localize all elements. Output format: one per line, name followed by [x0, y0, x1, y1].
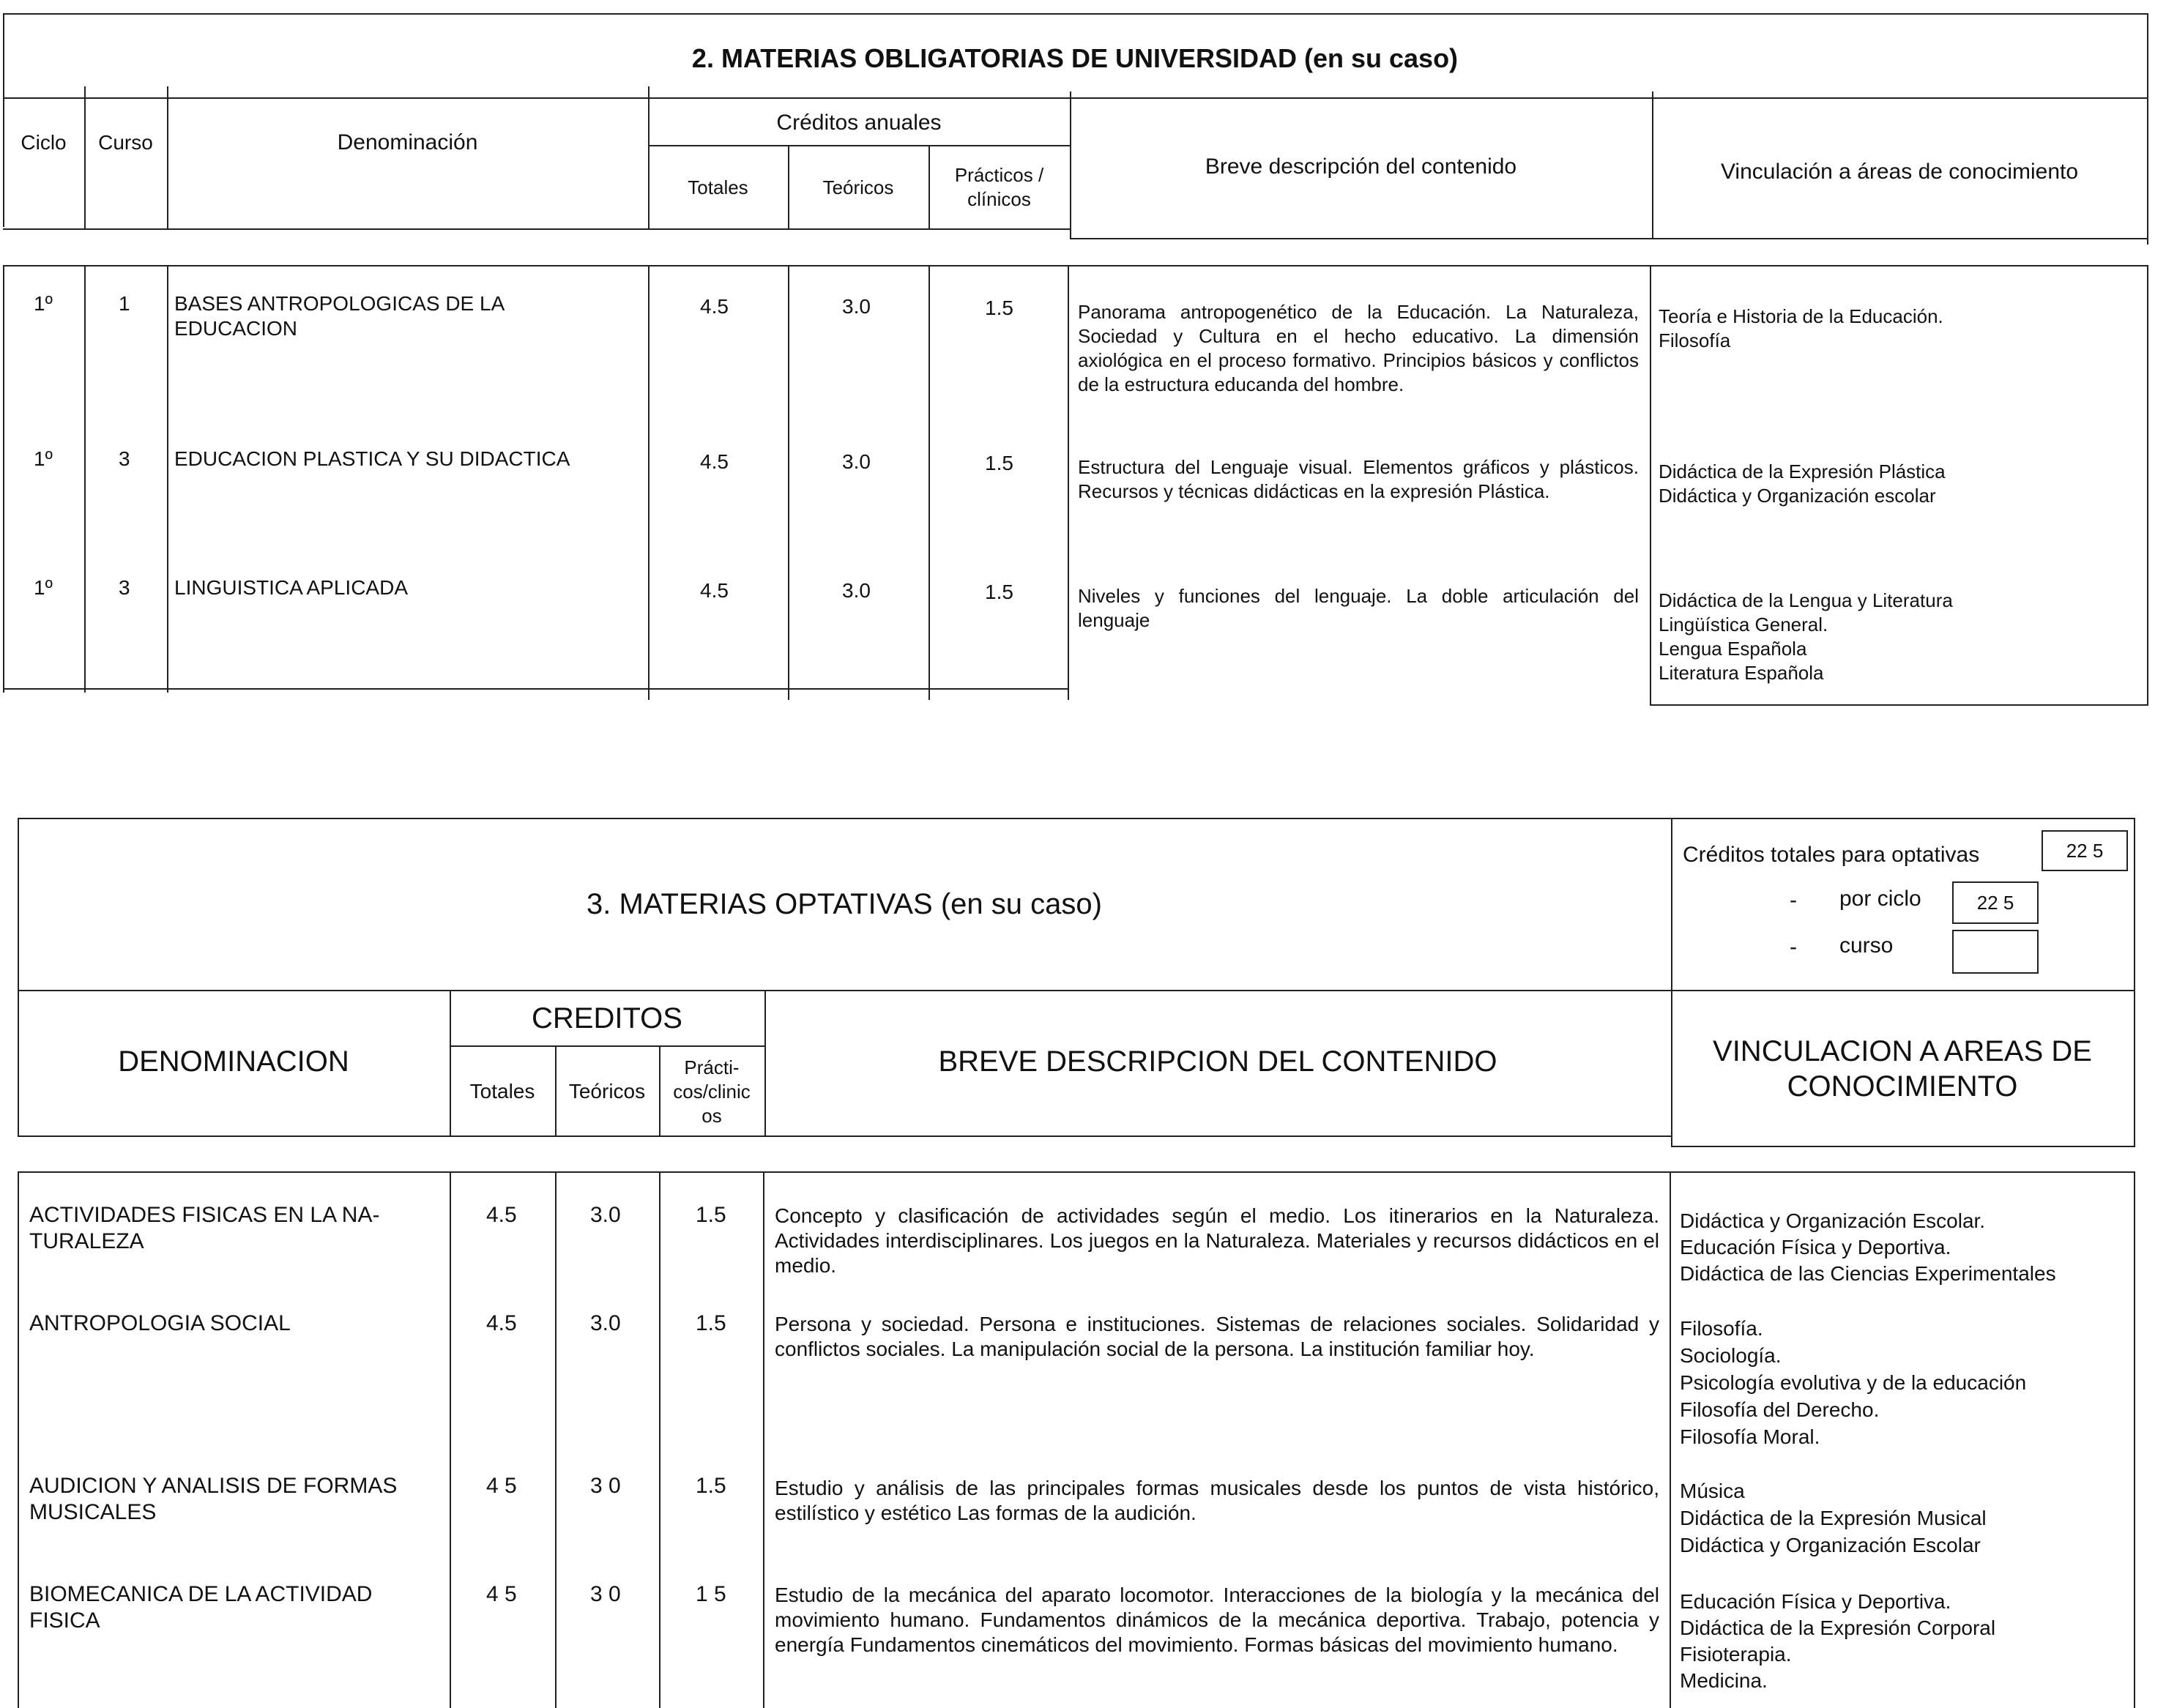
cell-practicos: 1.5 [696, 1203, 726, 1227]
totals-value-box: 22 5 [2042, 830, 2128, 871]
header-practicos: Prácticos / clínicos [954, 164, 1044, 210]
header-descripcion: Breve descripción del contenido [1205, 154, 1517, 179]
cell-denominacion: AUDICION Y ANALISIS DE FORMAS MUSICALES [29, 1474, 398, 1524]
cell-practicos: 1.5 [696, 1474, 726, 1498]
cell-teoricos: 3.0 [590, 1311, 621, 1335]
cell-denominacion: ANTROPOLOGIA SOCIAL [29, 1311, 291, 1335]
header-creditos: CREDITOS [532, 1002, 682, 1034]
cell-vinculacion: Didáctica y Organización Escolar. Educación Física y Deportiva. Didáctica de las Ciencias Experimentales [1680, 1209, 2056, 1285]
cell-practicos: 1.5 [696, 1311, 726, 1335]
cell-totales: 4 5 [486, 1582, 517, 1606]
dash: - [1790, 935, 1797, 959]
header-descripcion: BREVE DESCRIPCION DEL CONTENIDO [938, 1045, 1497, 1078]
header-curso: Curso [98, 131, 153, 154]
header-creditos-anuales: Créditos anuales [776, 111, 942, 135]
cell-denominacion: BIOMECANICA DE LA ACTIVIDAD FISICA [29, 1582, 373, 1633]
totals-label: Créditos totales para optativas [1683, 843, 1980, 867]
cell-teoricos: 3.0 [842, 579, 871, 602]
header-denominacion: Denominación [337, 130, 478, 154]
cell-denominacion: EDUCACION PLASTICA Y SU DIDACTICA [174, 447, 570, 470]
cell-teoricos: 3.0 [842, 295, 871, 318]
cell-descripcion: Panorama antropogenético de la Educación. La Naturaleza, Sociedad y Cultura en el hecho educativo. La dimensión axiológica en el proceso formativo. Principios básicos y conflictos de la estructura educanda del hombre. [1078, 301, 1639, 395]
cell-denominacion: BASES ANTROPOLOGICAS DE LA EDUCACION [174, 292, 504, 340]
cell-vinculacion: Didáctica de la Expresión Plástica Didáctica y Organización escolar [1659, 460, 1946, 507]
header-ciclo: Ciclo [21, 131, 67, 154]
cell-teoricos: 3.0 [590, 1203, 621, 1227]
cell-vinculacion: Filosofía. Sociología. Psicología evolutiva y de la educación Filosofía del Derecho. Filosofía Moral. [1680, 1317, 2027, 1448]
header-teoricos: Teóricos [822, 176, 894, 198]
cell-totales: 4.5 [700, 579, 729, 602]
cell-practicos: 1 5 [696, 1582, 726, 1606]
cell-practicos: 1.5 [985, 581, 1013, 603]
cell-curso: 3 [119, 447, 130, 470]
header-teoricos: Teóricos [568, 1080, 646, 1103]
cell-descripcion: Concepto y clasificación de actividades según el medio. Los itinerarios en la Naturaleza. Actividades interdisciplinares. Los juegos en la Naturaleza. Materiales y recursos didácticos en el medio. [775, 1204, 1659, 1277]
cell-ciclo: 1º [34, 447, 53, 470]
cell-vinculacion: Didáctica de la Lengua y Literatura Lingüística General. Lengua Española Literatura Española [1659, 589, 1953, 684]
header-vinculacion: Vinculación a áreas de conocimiento [1720, 160, 2079, 184]
cell-ciclo: 1º [34, 576, 53, 599]
cell-descripcion: Estudio y análisis de las principales formas musicales desde los puntos de vista histórico, estilístico y estético Las formas de la audición. [775, 1477, 1659, 1524]
cell-vinculacion: Teoría e Historia de la Educación. Filosofía [1659, 305, 1943, 351]
cell-teoricos: 3 0 [590, 1582, 621, 1606]
cell-practicos: 1.5 [985, 452, 1013, 474]
cell-totales: 4.5 [486, 1311, 517, 1335]
cell-totales: 4 5 [486, 1474, 517, 1498]
cell-descripcion: Persona y sociedad. Persona e instituciones. Sistemas de relaciones sociales. Solidaridad y conflictos sociales. La manipulación social de la persona. La institución familiar hoy. [775, 1313, 1659, 1360]
header-totales: Totales [469, 1080, 535, 1103]
cell-denominacion: ACTIVIDADES FISICAS EN LA NA- TURALEZA [29, 1203, 380, 1253]
cell-vinculacion: Música Didáctica de la Expresión Musical Didáctica y Organización Escolar [1680, 1480, 1987, 1556]
cell-descripcion: Estudio de la mecánica del aparato locomotor. Interacciones de la biología y la mecánica del movimiento humano. Fundamentos dinámicos de la mecánica deportiva. Trabajo, potencia y energía Fundamentos cinemáticos del movimiento. Formas básicas del movimiento humano. [775, 1584, 1659, 1656]
cell-practicos: 1.5 [985, 297, 1013, 319]
cell-curso: 3 [119, 576, 130, 599]
cell-ciclo: 1º [34, 292, 53, 315]
section-3-title: 3. MATERIAS OPTATIVAS (en su caso) [587, 888, 1102, 920]
dash: - [1790, 888, 1797, 912]
header-vinculacion: VINCULACION A AREAS DE CONOCIMIENTO [1713, 1035, 2092, 1103]
header-denominacion: DENOMINACION [118, 1045, 349, 1078]
header-totales: Totales [688, 176, 748, 198]
cell-totales: 4.5 [700, 295, 729, 318]
cell-totales: 4.5 [700, 450, 729, 473]
cell-descripcion: Niveles y funciones del lenguaje. La doble articulación del lenguaje [1078, 585, 1639, 631]
cell-teoricos: 3 0 [590, 1474, 621, 1498]
cell-curso: 1 [119, 292, 130, 315]
cell-totales: 4.5 [486, 1203, 517, 1227]
cell-vinculacion: Educación Física y Deportiva. Didáctica de la Expresión Corporal Fisioterapia. Medicina. [1680, 1590, 1996, 1692]
por-ciclo-label: por ciclo [1839, 887, 1921, 911]
cell-teoricos: 3.0 [842, 450, 871, 473]
cell-denominacion: LINGUISTICA APLICADA [174, 576, 408, 599]
curso-label: curso [1839, 933, 1894, 958]
curso-value-box [1952, 930, 2039, 974]
por-ciclo-value-box: 22 5 [1952, 881, 2039, 924]
header-practicos: Prácti- cos/clinic os [673, 1056, 751, 1127]
cell-descripcion: Estructura del Lenguaje visual. Elementos gráficos y plásticos. Recursos y técnicas didácticas en la expresión Plástica. [1078, 456, 1639, 502]
section-2-title: 2. MATERIAS OBLIGATORIAS DE UNIVERSIDAD (en su caso) [691, 43, 1459, 73]
